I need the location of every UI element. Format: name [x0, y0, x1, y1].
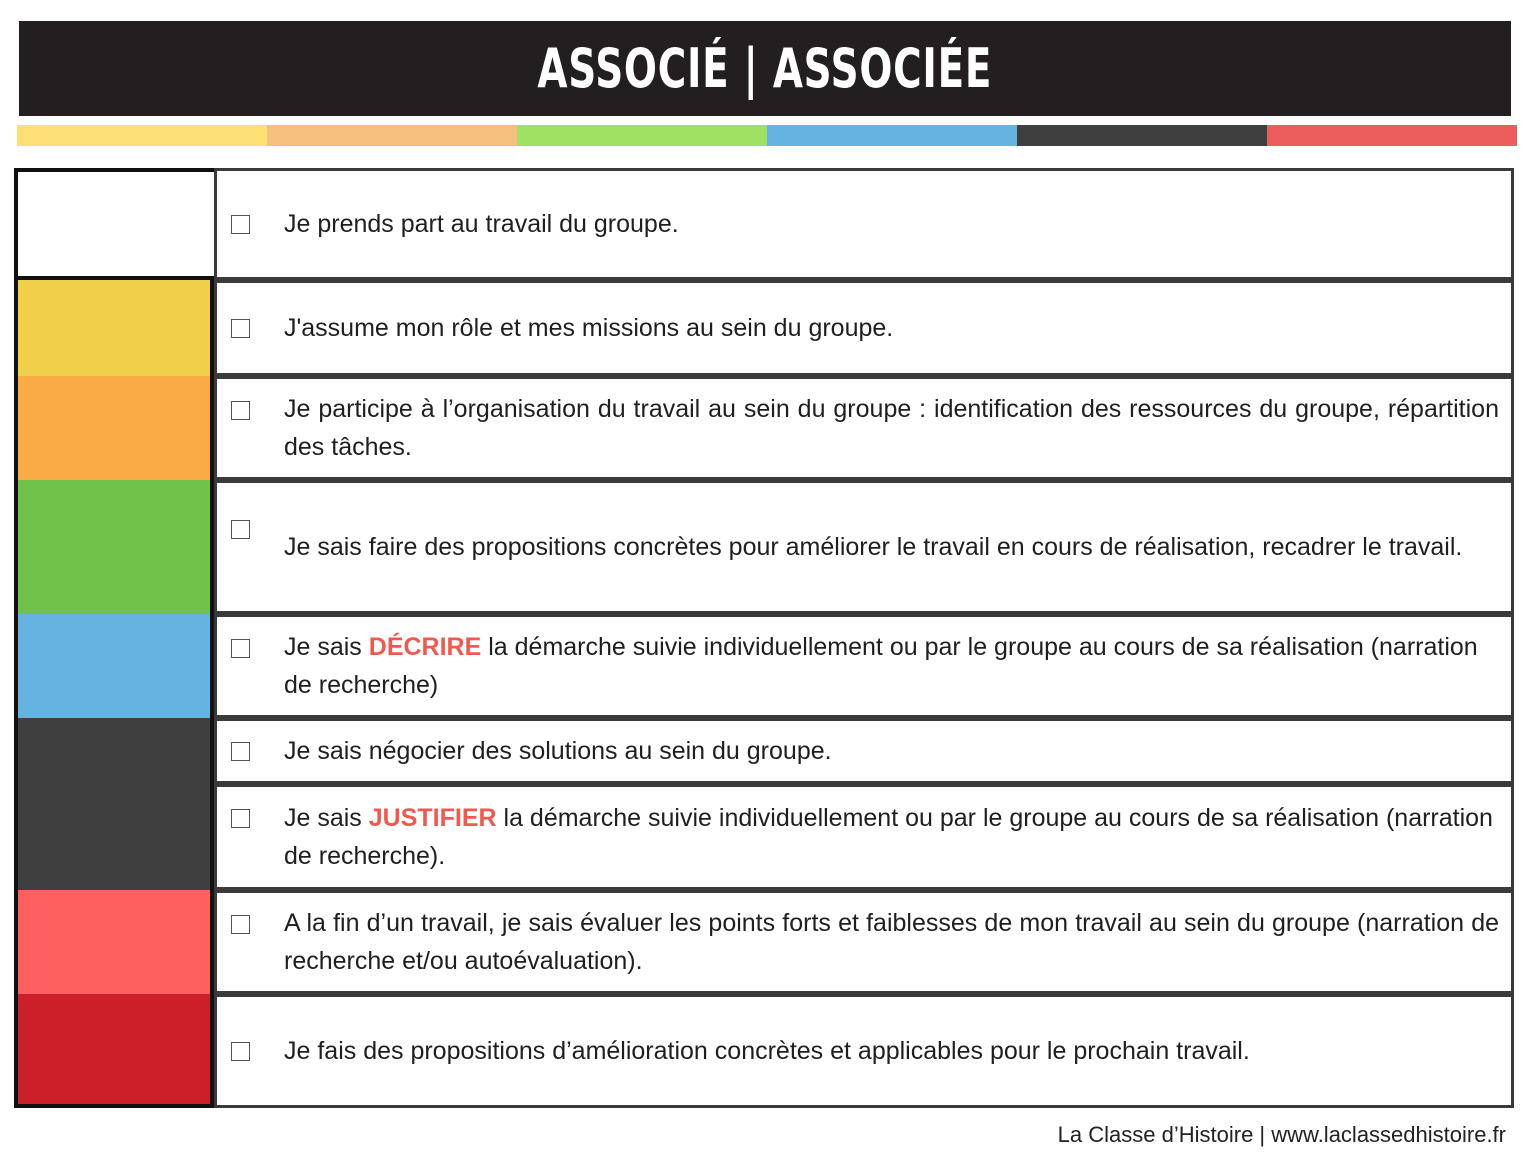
- criterion-text: Je participe à l’organisation du travail au sein du groupe : identification des ressources du groupe, répartition des tâches.: [284, 395, 1499, 461]
- criterion-text: Je prends part au travail du groupe.: [284, 210, 679, 238]
- criterion-checkbox[interactable]: [231, 319, 250, 338]
- criterion-text: Je sais négocier des solutions au sein du groupe.: [284, 737, 832, 765]
- criterion-keyword-justifier: JUSTIFIER: [368, 804, 497, 832]
- criterion-text: Je fais des propositions d’amélioration concrètes et applicables pour le prochain travail.: [284, 1037, 1250, 1065]
- criterion-text: [284, 799, 1499, 875]
- criterion-row: [214, 994, 1514, 1108]
- criterion-text: [284, 628, 1499, 704]
- criterion-text: A la fin d’un travail, je sais évaluer les points forts et faiblesses de mon travail au sein du groupe (narration de recherche et/ou autoévaluation).: [284, 909, 1499, 975]
- criterion-row: [214, 376, 1514, 480]
- criterion-text-before: Je sais: [284, 804, 369, 832]
- criterion-text-after: la démarche suivie individuellement ou par le groupe au cours de sa réalisation (narration de recherche).: [284, 804, 1493, 870]
- criterion-checkbox[interactable]: [231, 520, 250, 539]
- stripe-yellow: [17, 125, 267, 146]
- criterion-checkbox[interactable]: [231, 1042, 250, 1061]
- level-cell-light-red: [14, 890, 214, 994]
- page-title: ASSOCIÉ | ASSOCIÉE: [537, 37, 993, 100]
- criterion-checkbox[interactable]: [231, 215, 250, 234]
- color-stripe: [17, 125, 1517, 146]
- criterion-text: Je sais faire des propositions concrètes pour améliorer le travail en cours de réalisation, recadrer le travail.: [284, 533, 1463, 561]
- level-cell-orange: [14, 376, 214, 480]
- criterion-row: [214, 480, 1514, 614]
- stripe-orange: [267, 125, 517, 146]
- criterion-row: [214, 168, 1514, 280]
- level-cell-blue: [14, 614, 214, 718]
- criterion-keyword-decrire: DÉCRIRE: [368, 633, 482, 661]
- level-cell-yellow: [14, 280, 214, 376]
- criterion-checkbox[interactable]: [231, 742, 250, 761]
- criterion-row: [214, 890, 1514, 994]
- level-cell-dark: [14, 718, 214, 890]
- level-cell-white: [14, 168, 218, 280]
- criterion-text-before: Je sais: [284, 633, 369, 661]
- footer-credit: La Classe d’Histoire | www.laclassedhistoire.fr: [1057, 1122, 1506, 1147]
- criterion-row: [214, 280, 1514, 376]
- criterion-checkbox[interactable]: [231, 809, 250, 828]
- criterion-row: [214, 614, 1514, 718]
- criterion-checkbox[interactable]: [231, 915, 250, 934]
- criterion-text-after: la démarche suivie individuellement ou par le groupe au cours de sa réalisation (narration de recherche): [284, 633, 1478, 699]
- level-cell-red: [14, 994, 214, 1108]
- stripe-green: [517, 125, 767, 146]
- criterion-checkbox[interactable]: [231, 639, 250, 658]
- criterion-checkbox[interactable]: [231, 401, 250, 420]
- criterion-text: J'assume mon rôle et mes missions au sein du groupe.: [284, 314, 894, 342]
- title-bar: [19, 21, 1511, 116]
- stripe-blue: [767, 125, 1017, 146]
- stripe-dark: [1017, 125, 1267, 146]
- criterion-row: [214, 718, 1514, 784]
- level-cell-green: [14, 480, 214, 614]
- criterion-row: [214, 784, 1514, 890]
- stripe-red: [1267, 125, 1517, 146]
